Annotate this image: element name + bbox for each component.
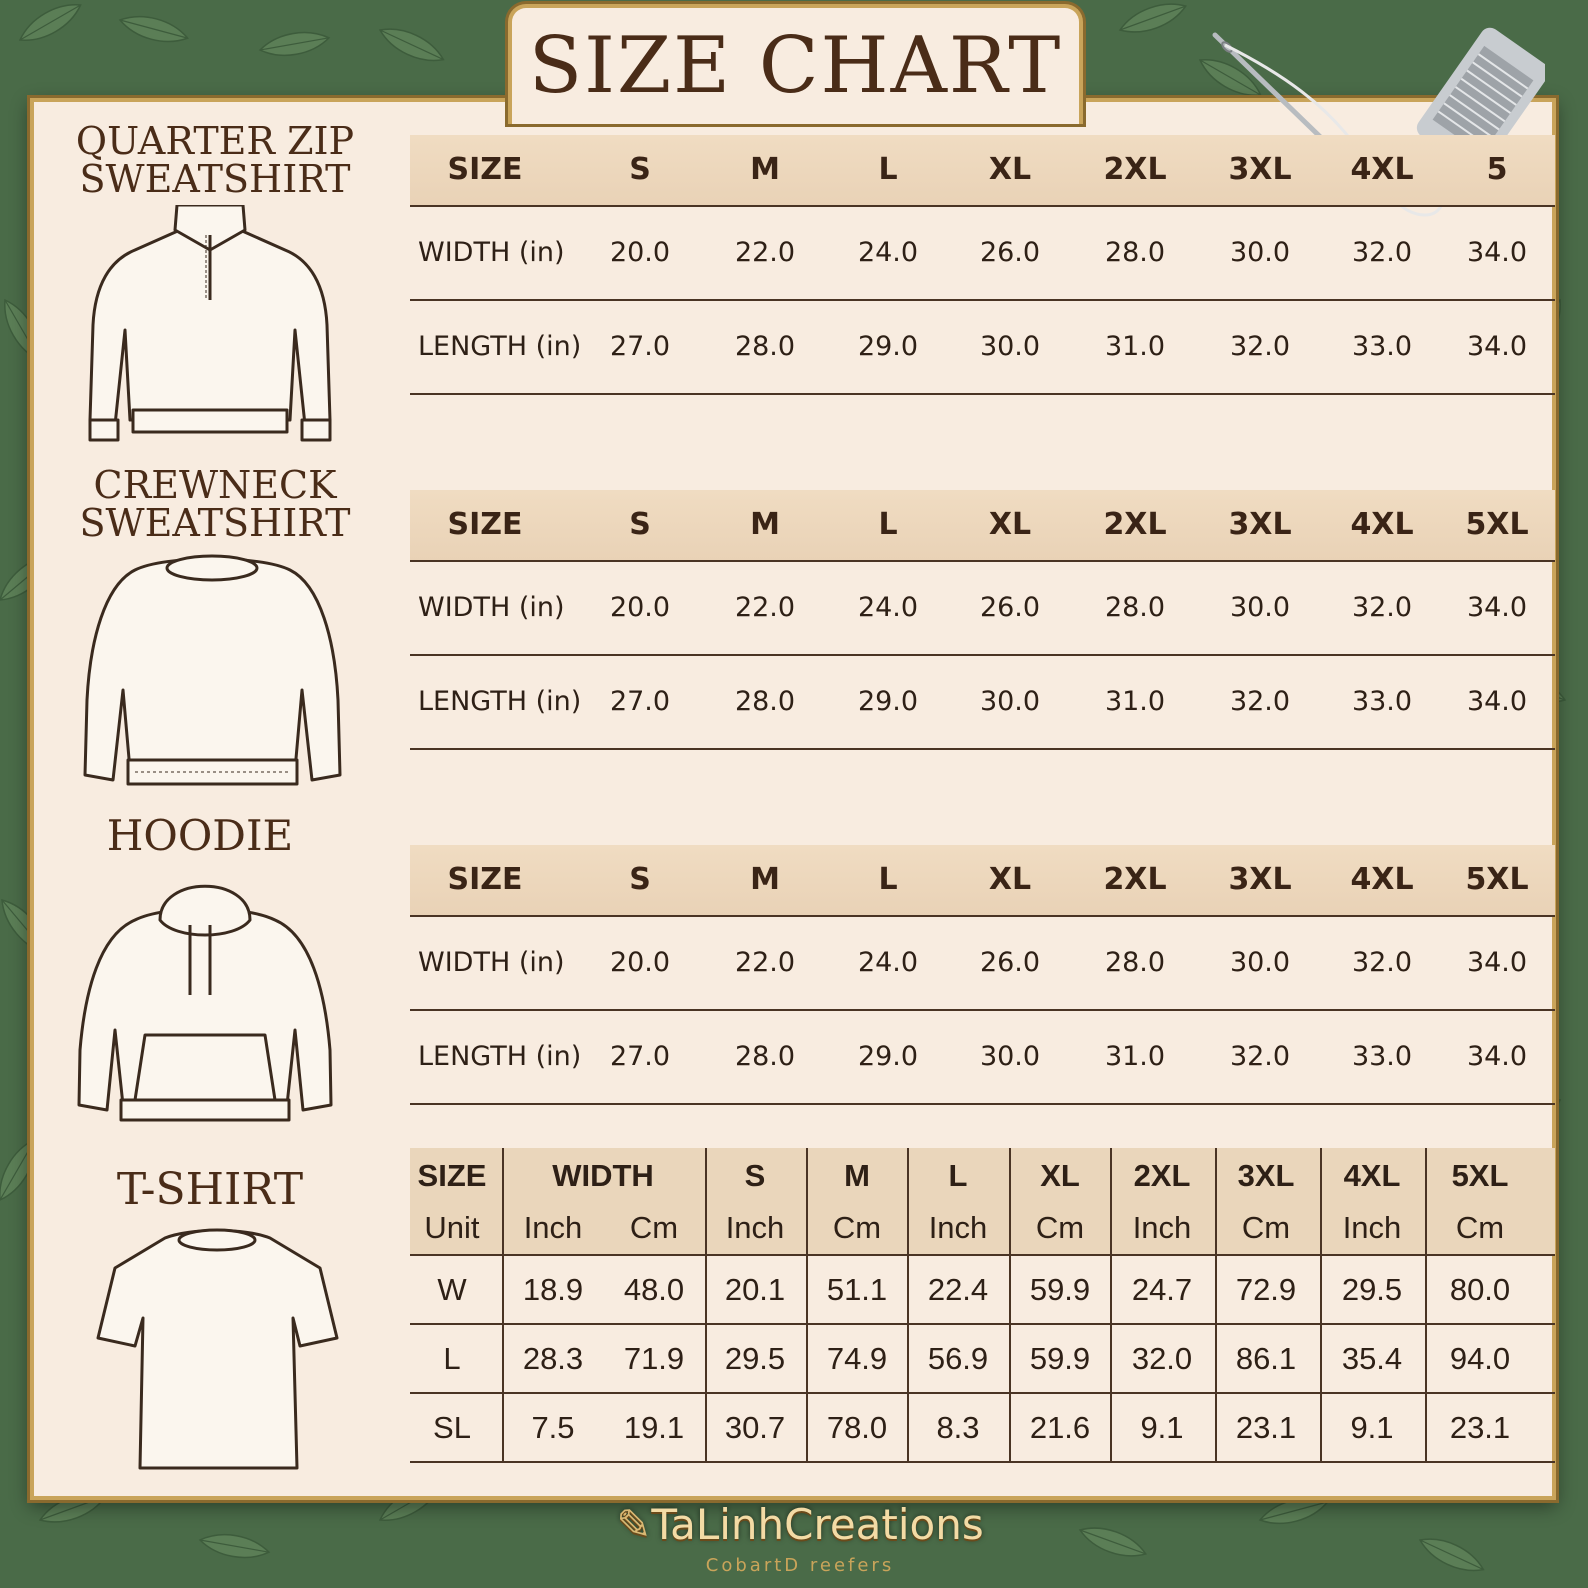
hoodie-title: HOODIE bbox=[106, 811, 294, 860]
table-cell: 22.0 bbox=[734, 592, 796, 623]
row-label: WIDTH (in) bbox=[418, 947, 565, 978]
tshirt-cell: 22.4 bbox=[927, 1272, 989, 1307]
quarter-zip-sweatshirt-icon bbox=[85, 205, 335, 450]
tshirt-unit-cell: Cm bbox=[1035, 1210, 1085, 1245]
table-cell: 31.0 bbox=[1104, 1041, 1166, 1072]
table-cell: 27.0 bbox=[609, 331, 671, 362]
tshirt-unit-cell: Cm bbox=[1455, 1210, 1505, 1245]
tshirt-cell: 21.6 bbox=[1029, 1410, 1091, 1445]
header-size-cell: L bbox=[878, 862, 898, 897]
header-size-cell: XL bbox=[988, 507, 1032, 542]
table-cell: 24.0 bbox=[857, 592, 919, 623]
header-size-cell: 3XL bbox=[1228, 507, 1292, 542]
column-divider bbox=[1110, 1148, 1112, 1463]
table-cell: 22.0 bbox=[734, 237, 796, 268]
t-shirt-icon bbox=[95, 1228, 340, 1478]
table-cell: 32.0 bbox=[1351, 947, 1413, 978]
tshirt-cell: 23.1 bbox=[1235, 1410, 1297, 1445]
crewneck-sweatshirt-icon bbox=[80, 550, 345, 795]
tshirt-cell: 29.5 bbox=[724, 1341, 786, 1376]
table-cell: 28.0 bbox=[1104, 237, 1166, 268]
header-size-cell: 5XL bbox=[1465, 507, 1529, 542]
row-divider bbox=[410, 915, 1555, 917]
tshirt-row-label: L bbox=[443, 1341, 461, 1376]
tshirt-unit-cell: Inch bbox=[1132, 1210, 1192, 1245]
table-cell: 34.0 bbox=[1466, 686, 1528, 717]
tshirt-cell: 20.1 bbox=[724, 1272, 786, 1307]
header-size-cell: M bbox=[750, 152, 780, 187]
tshirt-cell: 9.1 bbox=[1350, 1410, 1394, 1445]
tshirt-cell: 19.1 bbox=[623, 1410, 685, 1445]
header-size-cell: 4XL bbox=[1350, 862, 1414, 897]
tshirt-cell: 74.9 bbox=[826, 1341, 888, 1376]
table-cell: 22.0 bbox=[734, 947, 796, 978]
page-title: SIZE CHART bbox=[528, 21, 1063, 111]
table-cell: 24.0 bbox=[857, 237, 919, 268]
table-cell: 29.0 bbox=[857, 686, 919, 717]
tshirt-header-cell: WIDTH bbox=[552, 1158, 654, 1193]
row-label: LENGTH (in) bbox=[418, 1041, 582, 1072]
table-cell: 28.0 bbox=[734, 1041, 796, 1072]
row-divider bbox=[410, 748, 1555, 750]
header-size-cell: L bbox=[878, 152, 898, 187]
tshirt-unit-cell: Unit bbox=[424, 1210, 480, 1245]
row-divider bbox=[410, 1323, 1555, 1325]
row-label: LENGTH (in) bbox=[418, 331, 582, 362]
tshirt-header-cell: 5XL bbox=[1451, 1158, 1509, 1193]
table-cell: 32.0 bbox=[1351, 237, 1413, 268]
crewneck-title: CREWNECK SWEATSHIRT bbox=[79, 463, 351, 545]
table-cell: 32.0 bbox=[1229, 331, 1291, 362]
table-cell: 30.0 bbox=[1229, 947, 1291, 978]
table-cell: 20.0 bbox=[609, 592, 671, 623]
header-size-cell: L bbox=[878, 507, 898, 542]
table-cell: 33.0 bbox=[1351, 331, 1413, 362]
tshirt-header-size: SIZE bbox=[417, 1158, 487, 1193]
column-divider bbox=[806, 1148, 808, 1463]
tshirt-header-cell: 3XL bbox=[1237, 1158, 1295, 1193]
brand-tagline: CobartD reefers bbox=[705, 1555, 895, 1576]
table-cell: 30.0 bbox=[1229, 592, 1291, 623]
table-cell: 34.0 bbox=[1466, 331, 1528, 362]
table-cell: 32.0 bbox=[1229, 686, 1291, 717]
column-divider bbox=[705, 1148, 707, 1463]
tshirt-title: T-SHIRT bbox=[116, 1164, 304, 1215]
table-cell: 32.0 bbox=[1229, 1041, 1291, 1072]
header-size-label: SIZE bbox=[447, 862, 523, 897]
header-size-cell: 4XL bbox=[1350, 152, 1414, 187]
header-size-cell: 5XL bbox=[1465, 862, 1529, 897]
row-divider bbox=[410, 1009, 1555, 1011]
tshirt-header-cell: L bbox=[948, 1158, 968, 1193]
tshirt-unit-cell: Cm bbox=[832, 1210, 882, 1245]
table-cell: 33.0 bbox=[1351, 1041, 1413, 1072]
table-cell: 27.0 bbox=[609, 1041, 671, 1072]
header-size-cell: 2XL bbox=[1103, 862, 1167, 897]
tshirt-row-label: SL bbox=[433, 1410, 471, 1445]
tshirt-cell: 9.1 bbox=[1140, 1410, 1184, 1445]
row-divider bbox=[410, 1103, 1555, 1105]
header-size-label: SIZE bbox=[447, 507, 523, 542]
tshirt-cell: 94.0 bbox=[1449, 1341, 1511, 1376]
header-size-label: SIZE bbox=[447, 152, 523, 187]
column-divider bbox=[1320, 1148, 1322, 1463]
header-size-cell: XL bbox=[988, 152, 1032, 187]
tshirt-cell: 35.4 bbox=[1341, 1341, 1403, 1376]
header-size-cell: M bbox=[750, 507, 780, 542]
row-divider bbox=[410, 560, 1555, 562]
row-label: LENGTH (in) bbox=[418, 686, 582, 717]
tshirt-unit-cell: Inch bbox=[1342, 1210, 1402, 1245]
column-divider bbox=[907, 1148, 909, 1463]
table-cell: 24.0 bbox=[857, 947, 919, 978]
table-cell: 30.0 bbox=[979, 686, 1041, 717]
table-cell: 33.0 bbox=[1351, 686, 1413, 717]
row-divider bbox=[410, 1254, 1555, 1256]
tshirt-header-cell: 2XL bbox=[1133, 1158, 1191, 1193]
tshirt-cell: 48.0 bbox=[623, 1272, 685, 1307]
tshirt-cell: 18.9 bbox=[522, 1272, 584, 1307]
table-cell: 26.0 bbox=[979, 592, 1041, 623]
header-size-cell: 3XL bbox=[1228, 862, 1292, 897]
tshirt-unit-cell: Cm bbox=[1241, 1210, 1291, 1245]
tshirt-cell: 71.9 bbox=[623, 1341, 685, 1376]
tshirt-cell: 29.5 bbox=[1341, 1272, 1403, 1307]
tshirt-header-cell: XL bbox=[1040, 1158, 1080, 1193]
table-cell: 30.0 bbox=[979, 331, 1041, 362]
table-cell: 30.0 bbox=[1229, 237, 1291, 268]
table-cell: 31.0 bbox=[1104, 686, 1166, 717]
table-cell: 28.0 bbox=[734, 686, 796, 717]
tshirt-cell: 30.7 bbox=[724, 1410, 786, 1445]
header-size-cell: S bbox=[629, 152, 651, 187]
row-divider bbox=[410, 205, 1555, 207]
header-size-cell: 5 bbox=[1486, 152, 1508, 187]
table-cell: 27.0 bbox=[609, 686, 671, 717]
column-divider bbox=[1009, 1148, 1011, 1463]
header-size-cell: 2XL bbox=[1103, 152, 1167, 187]
table-cell: 28.0 bbox=[1104, 947, 1166, 978]
table-cell: 28.0 bbox=[1104, 592, 1166, 623]
row-label: WIDTH (in) bbox=[418, 237, 565, 268]
header-size-cell: XL bbox=[988, 862, 1032, 897]
tshirt-cell: 8.3 bbox=[936, 1410, 980, 1445]
table-cell: 34.0 bbox=[1466, 947, 1528, 978]
table-cell: 34.0 bbox=[1466, 1041, 1528, 1072]
header-size-cell: S bbox=[629, 507, 651, 542]
row-divider bbox=[410, 1392, 1555, 1394]
table-cell: 20.0 bbox=[609, 947, 671, 978]
tshirt-header-cell: 4XL bbox=[1343, 1158, 1401, 1193]
header-size-cell: 2XL bbox=[1103, 507, 1167, 542]
tshirt-cell: 24.7 bbox=[1131, 1272, 1193, 1307]
table-cell: 32.0 bbox=[1351, 592, 1413, 623]
tshirt-cell: 72.9 bbox=[1235, 1272, 1297, 1307]
header-size-cell: M bbox=[750, 862, 780, 897]
row-divider bbox=[410, 1461, 1555, 1463]
header-size-cell: 4XL bbox=[1350, 507, 1414, 542]
row-divider bbox=[410, 299, 1555, 301]
table-cell: 34.0 bbox=[1466, 592, 1528, 623]
tshirt-header-cell: S bbox=[744, 1158, 766, 1193]
tshirt-unit-cell: Inch bbox=[523, 1210, 583, 1245]
tshirt-cell: 32.0 bbox=[1131, 1341, 1193, 1376]
table-cell: 20.0 bbox=[609, 237, 671, 268]
header-size-cell: 3XL bbox=[1228, 152, 1292, 187]
tshirt-row-label: W bbox=[437, 1272, 467, 1307]
hoodie-icon bbox=[75, 870, 335, 1130]
table-cell: 29.0 bbox=[857, 1041, 919, 1072]
table-cell: 26.0 bbox=[979, 237, 1041, 268]
column-divider bbox=[1215, 1148, 1217, 1463]
row-label: WIDTH (in) bbox=[418, 592, 565, 623]
table-cell: 29.0 bbox=[857, 331, 919, 362]
tshirt-cell: 51.1 bbox=[826, 1272, 888, 1307]
tshirt-header-cell: M bbox=[844, 1158, 870, 1193]
column-divider bbox=[502, 1148, 504, 1463]
tshirt-cell: 78.0 bbox=[826, 1410, 888, 1445]
table-cell: 26.0 bbox=[979, 947, 1041, 978]
tshirt-unit-cell: Inch bbox=[928, 1210, 988, 1245]
tshirt-cell: 23.1 bbox=[1449, 1410, 1511, 1445]
tshirt-cell: 7.5 bbox=[531, 1410, 575, 1445]
tshirt-cell: 80.0 bbox=[1449, 1272, 1511, 1307]
table-cell: 31.0 bbox=[1104, 331, 1166, 362]
quarter-zip-title: QUARTER ZIP SWEATSHIRT bbox=[75, 119, 355, 201]
row-divider bbox=[410, 654, 1555, 656]
table-cell: 34.0 bbox=[1466, 237, 1528, 268]
tshirt-unit-cell: Inch bbox=[725, 1210, 785, 1245]
brand-logo: ✎TaLinhCreations bbox=[616, 1500, 984, 1549]
header-size-cell: S bbox=[629, 862, 651, 897]
tshirt-cell: 28.3 bbox=[522, 1341, 584, 1376]
tshirt-unit-cell: Cm bbox=[629, 1210, 679, 1245]
row-divider bbox=[410, 393, 1555, 395]
tshirt-cell: 56.9 bbox=[927, 1341, 989, 1376]
column-divider bbox=[1425, 1148, 1427, 1463]
tshirt-cell: 59.9 bbox=[1029, 1272, 1091, 1307]
needle-logo-icon: ✎ bbox=[616, 1500, 652, 1549]
tshirt-cell: 86.1 bbox=[1235, 1341, 1297, 1376]
table-cell: 28.0 bbox=[734, 331, 796, 362]
tshirt-cell: 59.9 bbox=[1029, 1341, 1091, 1376]
table-cell: 30.0 bbox=[979, 1041, 1041, 1072]
